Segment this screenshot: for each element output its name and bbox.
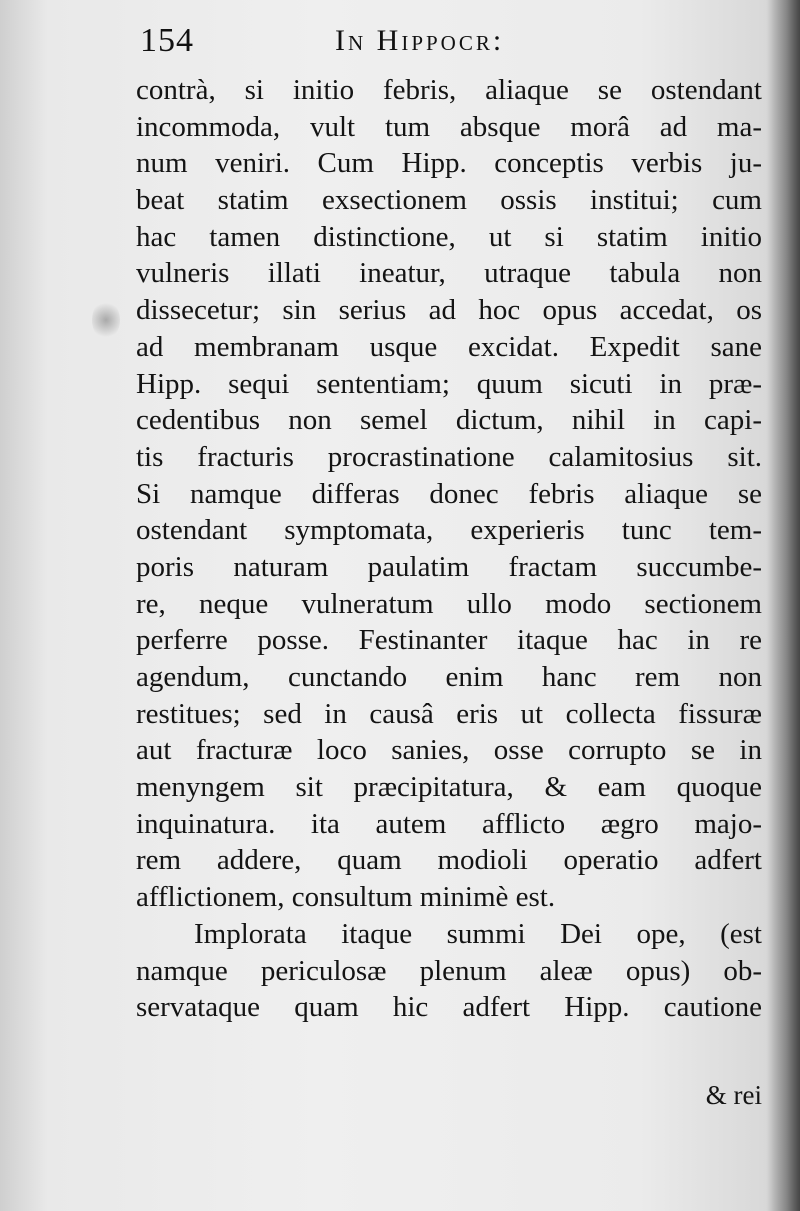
text-line: aut fracturæ loco sanies, osse corrupto se in <box>136 734 762 767</box>
page-number: 154 <box>140 22 194 59</box>
page-gutter-shadow <box>766 0 800 1211</box>
text-line: contrà, si initio febris, aliaque se ostendant <box>136 74 762 106</box>
text-line: vulneris illati ineatur, utraque tabula non <box>136 257 762 290</box>
body-text <box>136 72 762 1026</box>
text-line: cedentibus non semel dictum, nihil in capi- <box>136 404 762 437</box>
text-line: restitues; sed in causâ eris ut collecta fissuræ <box>136 697 762 730</box>
paragraph-first-line: Implorata itaque summi Dei ope, (est <box>194 917 762 950</box>
text-line: Si namque differas donec febris aliaque se <box>136 477 762 510</box>
text-line: inquinatura. ita autem afflicto ægro majo- <box>136 807 762 840</box>
text-line: agendum, cunctando enim hanc rem non <box>136 661 762 693</box>
text-line: hac tamen distinctione, ut si statim initio <box>136 220 762 253</box>
text-line: Hipp. sequi sententiam; quum sicuti in præ- <box>136 367 762 400</box>
text-line: tis fracturis procrastinatione calamitosius sit. <box>136 440 762 473</box>
text-line: incommoda, vult tum absque morâ ad ma- <box>136 110 762 143</box>
text-line: perferre posse. Festinanter itaque hac in re <box>136 624 762 657</box>
text-line: re, neque vulneratum ullo modo sectionem <box>136 587 762 620</box>
text-line: namque periculosæ plenum aleæ opus) ob- <box>136 954 762 987</box>
text-line: ostendant symptomata, experieris tunc tem- <box>136 514 762 547</box>
text-line: ad membranam usque excidat. Expedit sane <box>136 330 762 363</box>
page-header <box>140 22 760 70</box>
text-line: afflictionem, consultum minimè est. <box>136 881 556 914</box>
text-line: poris naturam paulatim fractam succumbe- <box>136 550 762 583</box>
text-line: rem addere, quam modioli operatio adfert <box>136 844 762 877</box>
text-line: num veniri. Cum Hipp. conceptis verbis ju- <box>136 147 762 180</box>
catchword: & rei <box>705 1080 762 1110</box>
text-line: servataque quam hic adfert Hipp. cautione <box>136 991 762 1024</box>
running-head: In Hippocr: <box>335 24 505 57</box>
text-line: menyngem sit præcipitatura, & eam quoque <box>136 771 762 804</box>
paper-stain <box>92 300 120 340</box>
text-line: beat statim exsectionem ossis institui; cum <box>136 184 762 217</box>
text-line: dissecetur; sin serius ad hoc opus accedat, os <box>136 294 762 327</box>
